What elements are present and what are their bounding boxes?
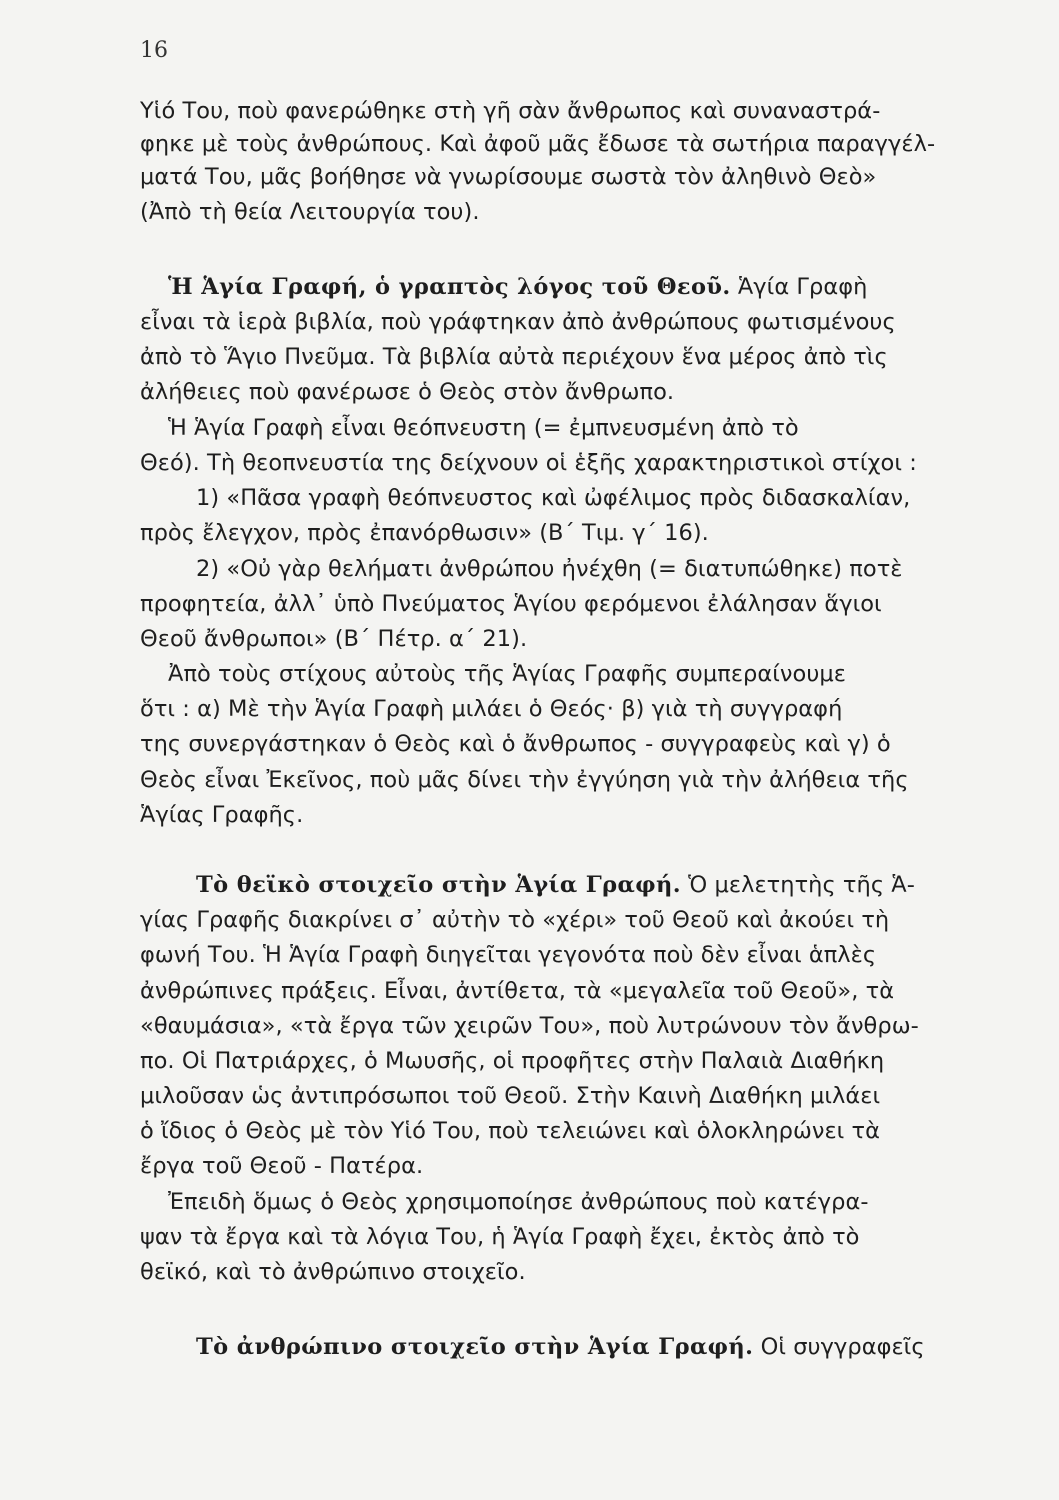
text-segment: Ἁγίας Γραφῆς. xyxy=(140,802,304,828)
text-segment: Ἡ Ἁγία Γραφὴ εἶναι θεόπνευστη (= ἐμπνευσμένη ἀπὸ τὸ xyxy=(168,415,799,441)
text-line xyxy=(140,1045,980,1077)
text-line xyxy=(140,1080,980,1112)
text-line xyxy=(140,1256,980,1288)
text-segment: «θαυμάσια», «τὰ ἔργα τῶν χειρῶν Του», ποὺ λυτρώνουν τὸν ἄνθρω- xyxy=(140,1013,919,1039)
text-segment: ὁ ἴδιος ὁ Θεὸς μὲ τὸν Υἱό Του, ποὺ τελειώνει καὶ ὁλοκληρώνει τὰ xyxy=(140,1118,881,1144)
text-line xyxy=(140,1115,980,1147)
text-line xyxy=(140,1221,980,1253)
text-line xyxy=(140,904,980,936)
text-line xyxy=(140,517,980,549)
section-heading: Τὸ ἀνθρώπινο στοιχεῖο στὴν Ἁγία Γραφή. xyxy=(196,1334,754,1360)
text-line xyxy=(140,975,980,1007)
page-number: 16 xyxy=(140,38,168,63)
text-segment: 2) «Οὐ γὰρ θελήματι ἀνθρώπου ἠνέχθη (= διατυπώθηκε) ποτὲ xyxy=(196,556,903,582)
text-segment: Ἀπὸ τοὺς στίχους αὐτοὺς τῆς Ἁγίας Γραφῆς συμπεραίνουμε xyxy=(168,661,846,687)
text-segment: Ἁγία Γραφὴ xyxy=(730,274,868,300)
text-line xyxy=(140,161,980,193)
text-line xyxy=(140,588,980,620)
text-segment: Ἐπειδὴ ὅμως ὁ Θεὸς χρησιμοποίησε ἀνθρώπους ποὺ κατέγρα- xyxy=(168,1189,869,1215)
text-segment: της συνεργάστηκαν ὁ Θεὸς καὶ ὁ ἄνθρωπος - συγγραφεὺς καὶ γ) ὁ xyxy=(140,731,891,757)
text-line xyxy=(140,728,980,760)
text-segment: μιλοῦσαν ὡς ἀντιπρόσωποι τοῦ Θεοῦ. Στὴν Καινὴ Διαθήκη μιλάει xyxy=(140,1083,881,1109)
text-line xyxy=(140,341,980,373)
text-line xyxy=(168,412,980,444)
text-line xyxy=(140,623,980,655)
text-line xyxy=(140,447,980,479)
text-segment: φωνή Του. Ἡ Ἁγία Γραφὴ διηγεῖται γεγονότα ποὺ δὲν εἶναι ἁπλὲς xyxy=(140,942,877,968)
text-segment: 1) «Πᾶσα γραφὴ θεόπνευστος καὶ ὠφέλιμος πρὸς διδασκαλίαν, xyxy=(196,485,911,511)
text-segment: γίας Γραφῆς διακρίνει σ᾽ αὐτὴν τὸ «χέρι» τοῦ Θεοῦ καὶ ἀκούει τὴ xyxy=(140,907,890,933)
text-segment: προφητεία, ἀλλ᾽ ὑπὸ Πνεύματος Ἁγίου φερόμενοι ἐλάλησαν ἅγιοι xyxy=(140,591,882,617)
text-segment: ὅτι : α) Μὲ τὴν Ἁγία Γραφὴ μιλάει ὁ Θεός· β) γιὰ τὴ συγγραφή xyxy=(140,696,843,722)
section-heading: Ἡ Ἁγία Γραφή, ὁ γραπτὸς λόγος τοῦ Θεοῦ. xyxy=(168,274,731,300)
text-segment: (Ἀπὸ τὴ θεία Λειτουργία του). xyxy=(140,199,480,225)
text-segment: ματά Του, μᾶς βοήθησε νὰ γνωρίσουμε σωστὰ τὸν ἀληθινὸ Θεὸ» xyxy=(140,164,877,190)
text-line xyxy=(140,1010,980,1042)
text-line xyxy=(140,1150,980,1182)
text-line xyxy=(140,196,980,228)
text-segment: Οἱ συγγραφεῖς xyxy=(753,1334,925,1360)
text-line xyxy=(140,95,980,127)
text-segment: Θεό). Τὴ θεοπνευστία της δείχνουν οἱ ἑξῆς χαρακτηριστικοὶ στίχοι : xyxy=(140,450,917,476)
text-line xyxy=(196,482,980,514)
text-line xyxy=(140,376,980,408)
text-segment: πρὸς ἔλεγχον, πρὸς ἐπανόρθωσιν» (Β΄ Τιμ. γ΄ 16). xyxy=(140,520,709,546)
text-segment: ἀπὸ τὸ Ἅγιο Πνεῦμα. Τὰ βιβλία αὐτὰ περιέχουν ἕνα μέρος ἀπὸ τὶς xyxy=(140,344,888,370)
text-line xyxy=(196,1331,980,1363)
section-heading: Τὸ θεϊκὸ στοιχεῖο στὴν Ἁγία Γραφή. xyxy=(196,872,681,898)
text-segment: εἶναι τὰ ἱερὰ βιβλία, ποὺ γράφτηκαν ἀπὸ ἀνθρώπους φωτισμένους xyxy=(140,309,896,335)
text-segment: Υἱό Του, ποὺ φανερώθηκε στὴ γῆ σὰν ἄνθρωπος καὶ συναναστρά- xyxy=(140,98,881,124)
text-line xyxy=(140,764,980,796)
text-line xyxy=(140,799,980,831)
text-segment: Θεοῦ ἄνθρωποι» (Β΄ Πέτρ. α΄ 21). xyxy=(140,626,528,652)
text-segment: πο. Οἱ Πατριάρχες, ὁ Μωυσῆς, οἱ προφῆτες στὴν Παλαιὰ Διαθήκη xyxy=(140,1048,885,1074)
text-segment: θεϊκό, καὶ τὸ ἀνθρώπινο στοιχεῖο. xyxy=(140,1259,526,1285)
text-line xyxy=(140,939,980,971)
text-line xyxy=(168,1186,980,1218)
text-line xyxy=(196,869,980,901)
text-segment: Θεὸς εἶναι Ἐκεῖνος, ποὺ μᾶς δίνει τὴν ἐγγύηση γιὰ τὴν ἀλήθεια τῆς xyxy=(140,767,909,793)
text-line xyxy=(140,306,980,338)
text-segment: ἀλήθειες ποὺ φανέρωσε ὁ Θεὸς στὸν ἄνθρωπο. xyxy=(140,379,675,405)
text-segment: ἀνθρώπινες πράξεις. Εἶναι, ἀντίθετα, τὰ «μεγαλεῖα τοῦ Θεοῦ», τὰ xyxy=(140,978,895,1004)
text-line xyxy=(140,128,980,160)
text-segment: ψαν τὰ ἔργα καὶ τὰ λόγια Του, ἡ Ἁγία Γραφὴ ἔχει, ἐκτὸς ἀπὸ τὸ xyxy=(140,1224,860,1250)
text-line xyxy=(168,658,980,690)
text-segment: Ὁ μελετητὴς τῆς Ἁ- xyxy=(680,872,915,898)
text-line xyxy=(140,693,980,725)
text-segment: φηκε μὲ τοὺς ἀνθρώπους. Καὶ ἀφοῦ μᾶς ἔδωσε τὰ σωτήρια παραγγέλ- xyxy=(140,131,936,157)
text-line xyxy=(168,271,980,303)
text-line xyxy=(196,553,980,585)
text-segment: ἔργα τοῦ Θεοῦ - Πατέρα. xyxy=(140,1153,424,1179)
